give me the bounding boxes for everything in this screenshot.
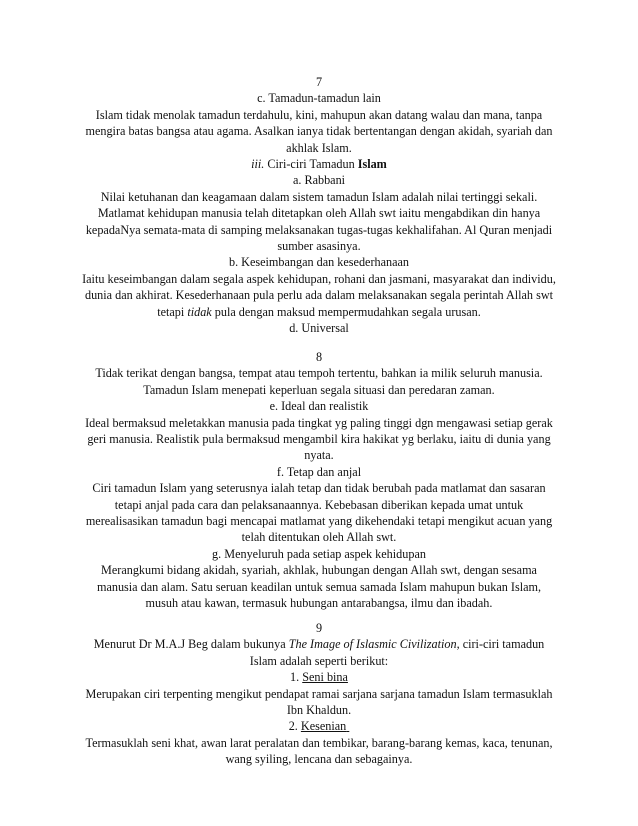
paragraph-line: Ideal bermaksud meletakkan manusia pada tingkat yg paling tinggi dgn mengawasi setiap gerak [85, 415, 553, 430]
section-7 [70, 74, 568, 337]
subheading: d. Universal [289, 321, 349, 336]
subheading: b. Keseimbangan dan kesederhanaan [228, 255, 410, 270]
subheading: e. Ideal dan realistik [269, 399, 369, 414]
paragraph-line: geri manusia. Realistik pula bermaksud mengambil kira hakikat yg berlaku, iaitu di dunia yang [87, 432, 551, 447]
text-run: Menurut Dr M.A.J Beg dalam bukunya [93, 637, 289, 652]
paragraph-line: tetapi anjal pada cara dan pelaksanaannya. Kebebasan diberikan kepada umat untuk [114, 497, 524, 512]
paragraph-line: manusia dan alam. Satu seruan keadilan untuk semua samada Islam mahupun bukan Islam, [96, 579, 542, 594]
paragraph-line [70, 636, 568, 652]
paragraph-line: merealisasikan tamadun bagi mencapai matlamat yang dikehendaki tetapi mengikut acuan yang [85, 514, 553, 529]
paragraph-line: dunia dan akhirat. Kesederhanaan pula perlu ada dalam melaksanakan segala perintah Allah swt [84, 288, 554, 303]
list-label: Seni bina [302, 670, 348, 685]
subheading: g. Menyeluruh pada setiap aspek kehidupan [212, 546, 426, 561]
list-number: 1. [290, 670, 303, 685]
text-run: tetapi [157, 304, 188, 319]
heading-bold: Islam [357, 157, 387, 172]
paragraph-line: Islam adalah seperti berikut: [249, 653, 389, 668]
paragraph-line: akhlak Islam. [286, 140, 352, 155]
list-number: 2. [288, 719, 301, 734]
paragraph-line [70, 304, 568, 320]
paragraph-line: Matlamat kehidupan manusia telah ditetapkan oleh Allah swt iaitu mengabdikan din hanya [97, 206, 541, 221]
text-run: pula dengan maksud mempermudahkan segala urusan. [211, 304, 481, 319]
paragraph-line: nyata. [304, 448, 334, 463]
paragraph-line: Islam tidak menolak tamadun terdahulu, kini, mahupun akan datang walau dan mana, tanpa [95, 107, 543, 122]
paragraph-line: Tamadun Islam menepati keperluan segala situasi dan peredaran zaman. [143, 382, 495, 397]
paragraph-line: musuh atau kawan, termasuk hubungan antarabangsa, ilmu dan ibadah. [145, 596, 493, 611]
subheading: a. Rabbani [292, 173, 346, 188]
subheading: f. Tetap dan anjal [276, 464, 362, 479]
heading-text: Ciri-ciri Tamadun [264, 157, 358, 172]
paragraph-line: mengira batas bangsa atau agama. Asalkan ianya tidak bertentangan dengan akidah, syariah dan [85, 124, 553, 139]
paragraph-line: Ibn Khaldun. [286, 703, 352, 718]
paragraph-line: wang syiling, lencana dan sebagainya. [225, 752, 413, 767]
list-heading [70, 669, 568, 685]
paragraph-line: Merupakan ciri terpenting mengikut pendapat ramai sarjana sarjana tamadun Islam termasuklah [85, 686, 553, 701]
paragraph-line: telah ditentukan oleh Allah swt. [241, 530, 397, 545]
paragraph-line: Iaitu keseimbangan dalam segala aspek kehidupan, rohani dan jasmani, masyarakat dan individu, [82, 271, 556, 286]
book-title: The Image of Islasmic Civilization, [288, 637, 460, 652]
list-heading [70, 718, 568, 734]
paragraph-line: Merangkumi bidang akidah, syariah, akhlak, hubungan dengan Allah swt, dengan sesama [101, 563, 537, 578]
paragraph-line: kepadaNya semata-mata di samping melaksanakan tugas-tugas kekhalifahan. Al Quran menjadi [85, 222, 553, 237]
section-heading [70, 156, 568, 172]
list-label: Kesenian [300, 719, 347, 734]
paragraph-line: Termasuklah seni khat, awan larat peralatan dan tembikar, barang-barang kemas, kaca, tenunan, [85, 735, 553, 750]
text-run: ciri-ciri tamadun [459, 637, 545, 652]
paragraph-line: sumber asasinya. [277, 239, 361, 254]
section-9 [70, 620, 568, 768]
heading-numeral: iii. [251, 157, 265, 172]
page-number: 8 [315, 350, 323, 364]
page-number: 7 [315, 75, 323, 89]
page-number: 9 [315, 621, 323, 635]
paragraph-line: Nilai ketuhanan dan keagamaan dalam sistem tamadun Islam adalah nilai tertinggi sekali. [100, 189, 538, 204]
section-8 [70, 349, 568, 612]
subheading: c. Tamadun-tamadun lain [257, 91, 381, 106]
italic-word: tidak [187, 304, 212, 319]
paragraph-line: Ciri tamadun Islam yang seterusnya ialah tetap dan tidak berubah pada matlamat dan sasaran [92, 481, 546, 496]
paragraph-line: Tidak terikat dengan bangsa, tempat atau tempoh tertentu, bahkan ia milik seluruh manusia. [95, 366, 543, 381]
